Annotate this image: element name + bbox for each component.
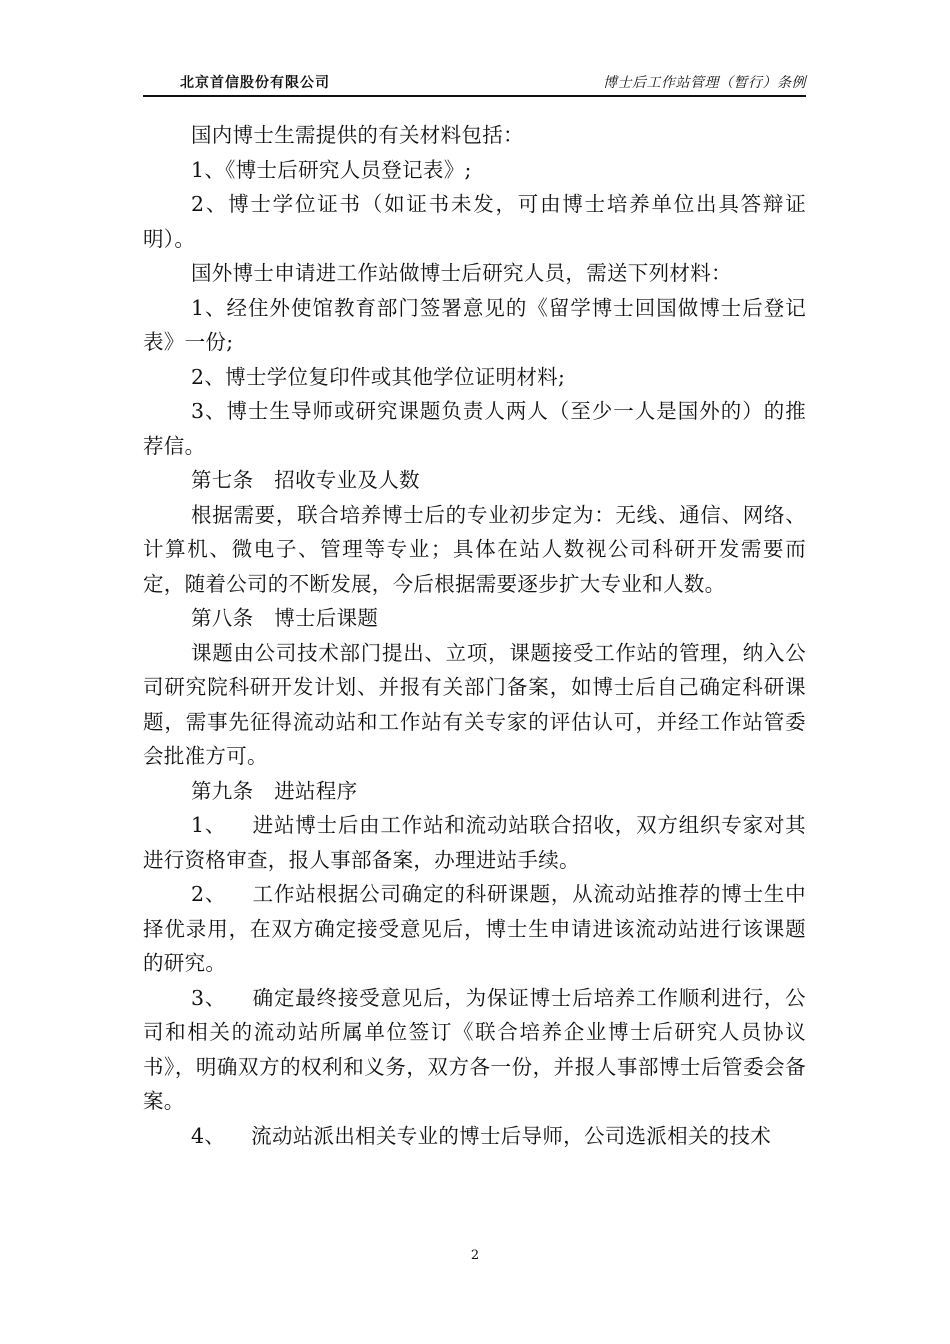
numbered-item — [143, 981, 806, 1119]
paragraph: 国外博士申请进工作站做博士后研究人员，需送下列材料： — [191, 261, 732, 285]
page-number: 2 — [470, 1248, 480, 1263]
paragraph: 3、博士生导师或研究课题负责人两人（至少一人是国外的）的推荐信。 — [143, 399, 806, 458]
item-text: 流动站派出相关专业的博士后导师，公司选派相关的技术 — [251, 1123, 772, 1148]
company-name: 北京首信股份有限公司 — [180, 75, 330, 91]
page-header — [143, 62, 806, 96]
paragraph: 2、博士学位证书（如证书未发，可由博士培养单位出具答辩证明）。 — [143, 192, 806, 251]
item-number: 4、 — [191, 1123, 226, 1148]
item-text: 工作站根据公司确定的科研课题，从流动站推荐的博士生中择优录用，在双方确定接受意见后，博士生申请进该流动站进行该课题的研究。 — [143, 882, 806, 975]
section-heading: 第九条 进站程序 — [191, 778, 358, 803]
item-text: 进站博士后由工作站和流动站联合招收，双方组织专家对其进行资格审查，报人事部备案，办理进站手续。 — [143, 813, 806, 872]
paragraph: 1、经住外使馆教育部门签署意见的《留学博士回国做博士后登记表》一份; — [143, 295, 806, 354]
section-heading: 第七条 招收专业及人数 — [191, 468, 420, 492]
item-number: 2、 — [191, 882, 227, 906]
paragraph: 课题由公司技术部门提出、立项，课题接受工作站的管理，纳入公司研究院科研开发计划、并报有关部门备案，如博士后自己确定科研课题，需事先征得流动站和工作站有关专家的评估认可，并经工作站管委会批准方可。 — [143, 640, 806, 768]
numbered-item — [143, 808, 806, 877]
numbered-item — [143, 877, 806, 981]
item-number: 3、 — [191, 985, 227, 1010]
document-title: 博士后工作站管理（暂行）条例 — [603, 75, 806, 91]
item-number: 1、 — [191, 813, 227, 837]
paragraph: 1、《博士后研究人员登记表》; — [191, 157, 472, 182]
numbered-item — [143, 1119, 806, 1154]
paragraph: 国内博士生需提供的有关材料包括： — [191, 123, 524, 147]
document-body — [143, 118, 806, 1153]
header-rule — [143, 95, 806, 97]
section-heading: 第八条 博士后课题 — [191, 606, 379, 630]
paragraph: 2、博士学位复印件或其他学位证明材料; — [191, 364, 566, 389]
paragraph: 根据需要，联合培养博士后的专业初步定为：无线、通信、网络、计算机、微电子、管理等专业；具体在站人数视公司科研开发需要而定，随着公司的不断发展，今后根据需要逐步扩大专业和人数。 — [143, 502, 806, 596]
item-text: 确定最终接受意见后，为保证博士后培养工作顺利进行，公司和相关的流动站所属单位签订《联合培养企业博士后研究人员协议书》，明确双方的权利和义务，双方各一份，并报人事部博士后管委会备案。 — [143, 985, 806, 1113]
